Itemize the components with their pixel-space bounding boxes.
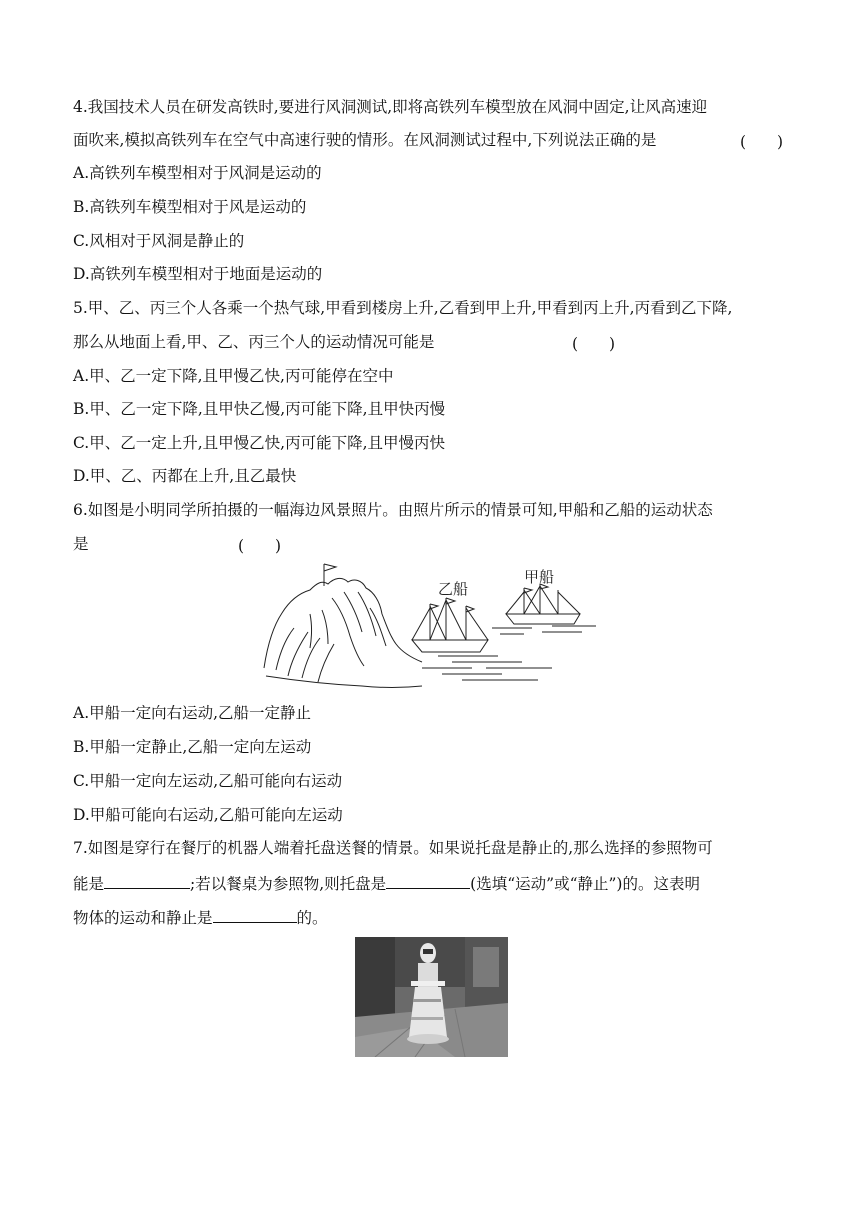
restaurant-robot-photo (355, 937, 508, 1057)
q5-stem-line1: 5.甲、乙、丙三个人各乘一个热气球,甲看到楼房上升,乙看到甲上升,甲看到丙上升,丙看到乙下降, (73, 299, 733, 317)
seaside-boats-figure (262, 558, 602, 694)
q7-stem-line1: 7.如图是穿行在餐厅的机器人端着托盘送餐的情景。如果说托盘是静止的,那么选择的参照物可 (73, 839, 713, 857)
q5-option-a: A.甲、乙一定下降,且甲慢乙快,丙可能停在空中 (73, 367, 394, 385)
water-lines (422, 626, 596, 680)
q7-line2-part-b: ;若以餐桌为参照物,则托盘是 (190, 875, 387, 893)
q5-stem-line2: 那么从地面上看,甲、乙、丙三个人的运动情况可能是 (73, 333, 435, 351)
q4-option-c: C.风相对于风洞是静止的 (73, 232, 245, 250)
q7-line3-part-a: 物体的运动和静止是 (73, 909, 213, 927)
q5-answer-bracket: ( ) (572, 335, 616, 353)
q7-line2-part-c: (选填“运动”或“静止”)的。这表明 (470, 875, 700, 893)
q7-line3-part-b: 的。 (296, 909, 328, 927)
q4-option-a: A.高铁列车模型相对于风洞是运动的 (73, 164, 322, 182)
q5-option-c: C.甲、乙一定上升,且甲慢乙快,丙可能下降,且甲慢丙快 (73, 434, 446, 452)
q6-option-c: C.甲船一定向左运动,乙船可能向右运动 (73, 772, 343, 790)
q6-option-a: A.甲船一定向右运动,乙船一定静止 (73, 704, 312, 722)
cliff-drawing (264, 564, 422, 688)
q7-stem-line3 (73, 906, 328, 928)
boat-b-drawing (412, 580, 488, 652)
q4-answer-bracket: ( ) (740, 133, 784, 151)
q4-option-b: B.高铁列车模型相对于风是运动的 (73, 198, 307, 216)
q6-option-d: D.甲船可能向右运动,乙船可能向左运动 (73, 806, 343, 824)
q4-stem-line2: 面吹来,模拟高铁列车在空气中高速行驶的情形。在风洞测试过程中,下列说法正确的是 (73, 131, 657, 149)
q4-stem-line1: 4.我国技术人员在研发高铁时,要进行风洞测试,即将高铁列车模型放在风洞中固定,让风高速迎 (73, 98, 708, 116)
answer-blank-1[interactable] (104, 872, 190, 889)
answer-blank-2[interactable] (386, 872, 470, 889)
q6-stem-line1: 6.如图是小明同学所拍摄的一幅海边风景照片。由照片所示的情景可知,甲船和乙船的运动状态 (73, 501, 713, 519)
q4-option-d: D.高铁列车模型相对于地面是运动的 (73, 265, 323, 283)
answer-blank-3[interactable] (213, 906, 297, 923)
q7-stem-line2 (73, 872, 700, 894)
q6-option-b: B.甲船一定静止,乙船一定向左运动 (73, 738, 312, 756)
boat-a-label: 甲船 (524, 568, 555, 586)
q6-stem-line2: 是 (73, 535, 89, 553)
q6-answer-bracket: ( ) (238, 537, 282, 555)
q5-option-d: D.甲、乙、丙都在上升,且乙最快 (73, 467, 297, 485)
q7-line2-part-a: 能是 (73, 875, 105, 893)
boat-b-label: 乙船 (438, 580, 469, 598)
q5-option-b: B.甲、乙一定下降,且甲快乙慢,丙可能下降,且甲快丙慢 (73, 400, 446, 418)
boat-a-drawing (506, 568, 580, 624)
